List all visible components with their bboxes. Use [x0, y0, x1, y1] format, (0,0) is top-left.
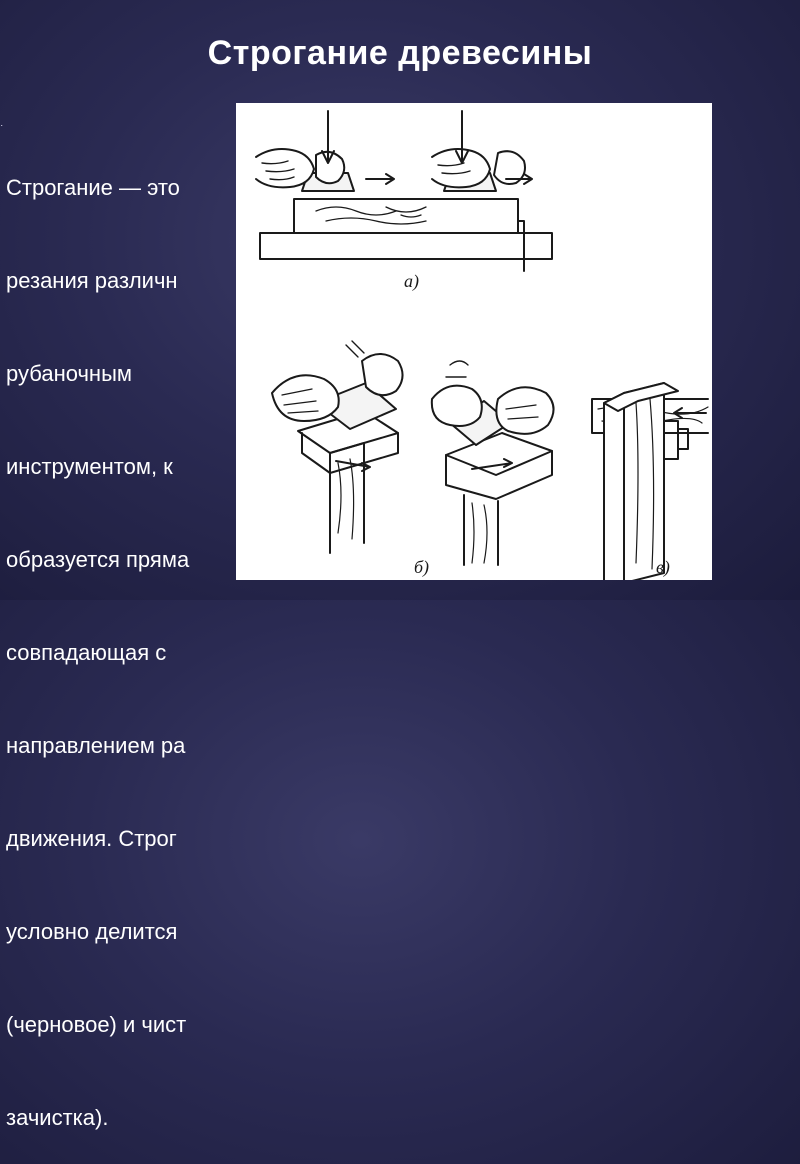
body-line: (черновое) и чист	[6, 1012, 187, 1037]
body-line: Строгание — это	[6, 175, 180, 200]
panel-b-drawing	[272, 341, 554, 565]
label-b: б)	[414, 557, 430, 577]
panel-c-drawing	[592, 383, 708, 580]
label-a: а)	[404, 271, 419, 291]
body-line: инструментом, к	[6, 454, 173, 479]
slide-title: Строгание древесины	[207, 34, 593, 72]
body-line: резания различн	[6, 268, 178, 293]
bullet-marker: ․	[0, 118, 4, 129]
body-line: движения. Строг	[6, 826, 177, 851]
body-line: совпадающая с	[6, 640, 167, 665]
body-line: образуется пряма	[6, 547, 190, 572]
body-line: направлением ра	[6, 733, 186, 758]
planing-illustration	[236, 103, 712, 580]
body-line: рубаночным	[6, 361, 133, 386]
label-v: в)	[656, 557, 670, 577]
body-line: условно делится	[6, 919, 178, 944]
body-line: зачистка).	[6, 1105, 109, 1130]
panel-a-drawing	[256, 111, 552, 271]
